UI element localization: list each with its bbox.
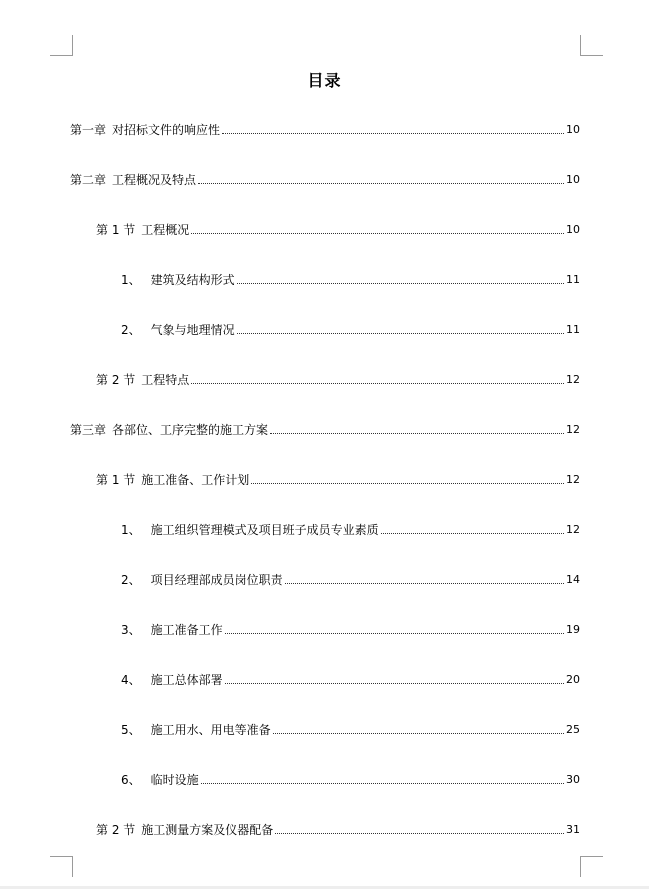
toc-entry-text: 施工总体部署 [150,673,223,687]
toc-page-number: 12 [566,423,580,436]
toc-page-number: 20 [566,673,580,686]
toc-entry-text: 施工用水、用电等准备 [150,723,271,737]
toc-page-number: 10 [566,173,580,186]
toc-entry-label [96,372,189,388]
toc-entry-number: 1、 [121,273,141,287]
toc-entry-label [121,772,199,788]
crop-mark-bottom-right [580,856,603,877]
toc-entry[interactable] [121,522,580,538]
toc-title: 目录 [307,71,342,90]
toc-entry-text: 施工准备工作 [150,623,223,637]
toc-entry[interactable] [96,222,580,238]
toc-page-number: 10 [566,223,580,236]
toc-entry-text: 项目经理部成员岗位职责 [150,573,283,587]
toc-entry[interactable] [96,372,580,388]
toc-entry-label [70,122,220,138]
toc-page-number: 31 [566,823,580,836]
toc-page-number: 12 [566,473,580,486]
toc-entry-text: 工程特点 [141,373,190,387]
toc-page-number: 30 [566,773,580,786]
toc-entry-number: 3、 [121,623,141,637]
toc-page-number: 12 [566,373,580,386]
toc-entry[interactable] [70,172,580,188]
toc-dot-leader [270,433,564,434]
toc-entry-text: 工程概况及特点 [112,173,197,187]
toc-dot-leader [191,233,564,234]
toc-entry-number: 第二章 [70,173,107,187]
toc-entry[interactable] [121,322,580,338]
toc-entry[interactable] [96,822,580,838]
toc-dot-leader [201,783,564,784]
toc-dot-leader [381,533,564,534]
toc-entry-label [96,222,189,238]
toc-entry-label [121,722,271,738]
crop-mark-top-left [50,35,73,56]
toc-entry[interactable] [121,622,580,638]
toc-page-number: 11 [566,273,580,286]
toc-entry-text: 各部位、工序完整的施工方案 [112,423,269,437]
toc-dot-leader [273,733,564,734]
toc-entry-label [121,572,283,588]
toc-dot-leader [222,133,564,134]
toc-entry-label [121,522,379,538]
toc-page-number: 25 [566,723,580,736]
toc-entry-number: 第三章 [70,423,107,437]
toc-page-number: 10 [566,123,580,136]
toc-entry-label [121,672,223,688]
toc-page-number: 19 [566,623,580,636]
toc-entry-number: 第一章 [70,123,107,137]
toc-entry-text: 建筑及结构形式 [150,273,235,287]
toc-dot-leader [237,333,564,334]
toc-entry-number: 第 2 节 [96,823,136,837]
crop-mark-top-right [580,35,603,56]
toc-dot-leader [275,833,564,834]
toc-dot-leader [285,583,564,584]
toc-entry-text: 临时设施 [150,773,199,787]
toc-entry-number: 第 2 节 [96,373,136,387]
toc-entry-text: 施工组织管理模式及项目班子成员专业素质 [150,523,379,537]
toc-dot-leader [191,383,564,384]
toc-entry-label [121,272,235,288]
toc-entry[interactable] [121,722,580,738]
toc-entry-number: 4、 [121,673,141,687]
toc-dot-leader [198,183,564,184]
toc-dot-leader [251,483,564,484]
toc-dot-leader [225,633,564,634]
toc-entry[interactable] [70,422,580,438]
toc-entry-number: 1、 [121,523,141,537]
toc-entry-number: 2、 [121,573,141,587]
toc-entry[interactable] [96,472,580,488]
crop-mark-bottom-left [50,856,73,877]
toc-entry[interactable] [121,772,580,788]
toc-entry[interactable] [121,272,580,288]
toc-entry-label [70,172,196,188]
toc-entry[interactable] [121,572,580,588]
toc-entry-number: 2、 [121,323,141,337]
toc-entry-number: 第 1 节 [96,473,136,487]
toc-entry-number: 5、 [121,723,141,737]
toc-entry-text: 工程概况 [141,223,190,237]
toc-entry-text: 施工准备、工作计划 [141,473,250,487]
toc-dot-leader [237,283,564,284]
toc-entry-text: 气象与地理情况 [150,323,235,337]
toc-entry-text: 施工测量方案及仪器配备 [141,823,274,837]
toc-entry-label [70,422,268,438]
toc-dot-leader [225,683,564,684]
toc-entry-label [96,822,273,838]
toc-entry-number: 第 1 节 [96,223,136,237]
toc-page-number: 14 [566,573,580,586]
toc-entry[interactable] [70,122,580,138]
toc-entry-number: 6、 [121,773,141,787]
toc-entry-label [121,622,223,638]
toc-page-number: 11 [566,323,580,336]
toc-entry[interactable] [121,672,580,688]
toc-entry-label [121,322,235,338]
toc-page-number: 12 [566,523,580,536]
toc-entry-text: 对招标文件的响应性 [112,123,221,137]
toc-entry-label [96,472,249,488]
